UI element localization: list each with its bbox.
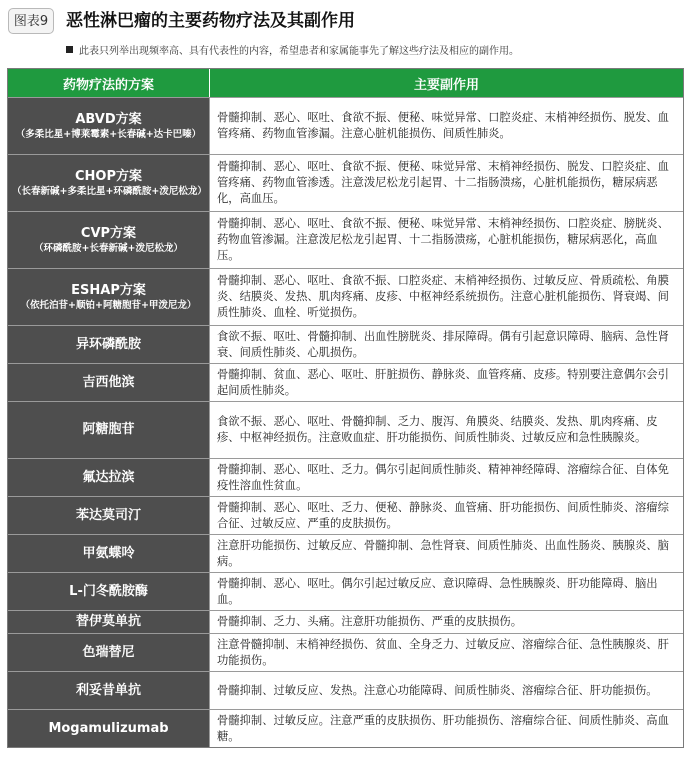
table-row (8, 401, 683, 458)
side-effects-text: 骨髓抑制、恶心、呕吐。偶尔引起过敏反应、意识障碍、急性胰腺炎、肝功能障碍、脑出血。 (217, 576, 658, 606)
plan-components: （环磷酰胺+长春新碱+泼尼松龙） (34, 242, 183, 254)
side-effects-cell (210, 155, 683, 211)
side-effects-cell (210, 611, 683, 633)
table-header (8, 69, 683, 97)
plan-cell (8, 497, 210, 534)
plan-components: （长春新碱+多柔比星+环磷酰胺+泼尼松龙） (12, 185, 207, 197)
side-effects-cell (210, 98, 683, 154)
plan-name: CHOP方案 (75, 168, 142, 184)
side-effects-text: 骨髓抑制、恶心、呕吐、食欲不振、便秘、味觉异常、末梢神经损伤、脱发、口腔炎症、血管疼痛、药物血管渗透。注意泼尼松龙引起胃、十二指肠溃疡，心脏机能损伤，糖尿病恶化，高血压。 (217, 160, 669, 205)
side-effects-text: 骨髓抑制、过敏反应。注意严重的皮肤损伤、肝功能损伤、溶瘤综合征、间质性肺炎、高血糖。 (217, 713, 669, 743)
side-effects-text: 骨髓抑制、恶心、呕吐、食欲不振、便秘、味觉异常、末梢神经损伤、口腔炎症、膀胱炎、药物血管渗漏。注意泼尼松龙引起胃、十二指肠溃疡，心脏机能损伤，糖尿病恶化，高血压。 (217, 217, 669, 262)
side-effects-text: 注意肝功能损伤、过敏反应、骨髓抑制、急性肾衰、间质性肺炎、出血性肠炎、胰腺炎、脑病。 (217, 538, 669, 568)
plan-cell (8, 611, 210, 633)
plan-cell (8, 98, 210, 154)
plan-name: 替伊莫单抗 (75, 614, 141, 629)
side-effects-text: 骨髓抑制、恶心、呕吐、食欲不振、口腔炎症、末梢神经损伤、过敏反应、骨质疏松、角膜炎、结膜炎、发热、肌肉疼痛、皮疹、中枢神经系统损伤。注意心脏机能损伤、肾衰竭、间质性肺炎、血栓、听觉损伤。 (217, 274, 669, 319)
plan-name: 氟达拉滨 (82, 469, 135, 485)
intro-note-text: 此表只列举出现频率高、具有代表性的内容，希望患者和家属能事先了解这些疗法及相应的副作用。 (79, 46, 519, 57)
side-effects-cell (210, 459, 683, 496)
table-row (8, 268, 683, 325)
plan-name: 色瑞替尼 (82, 644, 135, 660)
side-effects-text: 注意骨髓抑制、末梢神经损伤、贫血、全身乏力、过敏反应、溶瘤综合征、急性胰腺炎、肝功能损伤。 (217, 637, 669, 667)
plan-name: 甲氨蝶呤 (82, 545, 135, 561)
plan-name: CVP方案 (80, 225, 137, 241)
plan-cell (8, 269, 210, 325)
table-body (8, 97, 683, 747)
side-effects-text: 骨髓抑制、贫血、恶心、呕吐、肝脏损伤、静脉炎、血管疼痛、皮疹。特别要注意偶尔会引起间质性肺炎。 (217, 367, 669, 397)
plan-name: 利妥昔单抗 (75, 682, 141, 698)
side-effects-cell (210, 535, 683, 572)
plan-cell (8, 710, 210, 747)
figure-label: 图表9 (8, 8, 54, 34)
table-row (8, 97, 683, 154)
table-row (8, 211, 683, 268)
side-effects-text: 骨髓抑制、恶心、呕吐、乏力。偶尔引起间质性肺炎、精神神经障碍、溶瘤综合征、自体免疫性溶血性贫血。 (217, 462, 669, 492)
side-effects-cell (210, 402, 683, 458)
plan-name: 阿糖胞苷 (82, 422, 135, 437)
column-header-side-effects: 主要副作用 (413, 77, 479, 93)
table-row (8, 610, 683, 633)
plan-cell (8, 212, 210, 268)
plan-cell (8, 634, 210, 671)
page-title: 恶性淋巴瘤的主要药物疗法及其副作用 (66, 11, 355, 31)
plan-cell (8, 535, 210, 572)
square-bullet-icon (66, 46, 73, 53)
side-effects-cell (210, 326, 683, 363)
side-effects-cell (210, 710, 683, 747)
table-row (8, 458, 683, 496)
side-effects-cell (210, 212, 683, 268)
column-header-plan: 药物疗法的方案 (8, 69, 210, 97)
plan-name: L-门冬酰胺酶 (69, 583, 148, 599)
plan-cell (8, 364, 210, 401)
plan-cell (8, 573, 210, 610)
intro-note (66, 44, 519, 60)
side-effects-table (7, 68, 684, 748)
side-effects-cell (210, 672, 683, 709)
table-row (8, 671, 683, 709)
table-row (8, 363, 683, 401)
plan-components: （依托泊苷+顺铂+阿糖胞苷+甲泼尼龙） (20, 299, 197, 311)
table-row (8, 154, 683, 211)
table-row (8, 709, 683, 747)
table-row (8, 325, 683, 363)
plan-name: ESHAP方案 (71, 282, 146, 298)
plan-cell (8, 155, 210, 211)
plan-cell (8, 326, 210, 363)
side-effects-text: 骨髓抑制、恶心、呕吐、食欲不振、便秘、味觉异常、口腔炎症、末梢神经损伤、脱发、血管疼痛、药物血管渗漏。注意心脏机能损伤、间质性肺炎。 (217, 111, 669, 140)
side-effects-text: 骨髓抑制、过敏反应、发热。注意心功能障碍、间质性肺炎、溶瘤综合征、肝功能损伤。 (217, 683, 658, 697)
side-effects-cell (210, 573, 683, 610)
side-effects-cell (210, 634, 683, 671)
table-row (8, 496, 683, 534)
table-row (8, 534, 683, 572)
plan-cell (8, 459, 210, 496)
plan-components: （多柔比星+博莱霉素+长春碱+达卡巴嗪） (15, 128, 202, 140)
table-row (8, 572, 683, 610)
plan-name: 异环磷酰胺 (75, 336, 141, 352)
side-effects-cell (210, 497, 683, 534)
side-effects-text: 食欲不振、呕吐、骨髓抑制、出血性膀胱炎、排尿障碍。偶有引起意识障碍、脑病、急性肾衰、间质性肺炎、心肌损伤。 (217, 329, 669, 359)
table-row (8, 633, 683, 671)
header (0, 0, 691, 44)
side-effects-text: 骨髓抑制、恶心、呕吐、乏力、便秘、静脉炎、血管痛、肝功能损伤、间质性肺炎、溶瘤综合征、过敏反应、严重的皮肤损伤。 (217, 500, 669, 530)
side-effects-cell (210, 269, 683, 325)
side-effects-cell (210, 364, 683, 401)
plan-name: ABVD方案 (75, 111, 142, 127)
plan-name: 吉西他滨 (82, 374, 135, 390)
plan-cell (8, 672, 210, 709)
plan-name: Mogamulizumab (48, 720, 169, 736)
side-effects-text: 骨髓抑制、乏力、头痛。注意肝功能损伤、严重的皮肤损伤。 (217, 615, 523, 628)
side-effects-text: 食欲不振、恶心、呕吐、骨髓抑制、乏力、腹泻、角膜炎、结膜炎、发热、肌肉疼痛、皮疹、中枢神经损伤。注意败血症、肝功能损伤、间质性肺炎、过敏反应和急性胰腺炎。 (217, 415, 658, 444)
plan-cell (8, 402, 210, 458)
plan-name: 苯达莫司汀 (75, 507, 141, 523)
